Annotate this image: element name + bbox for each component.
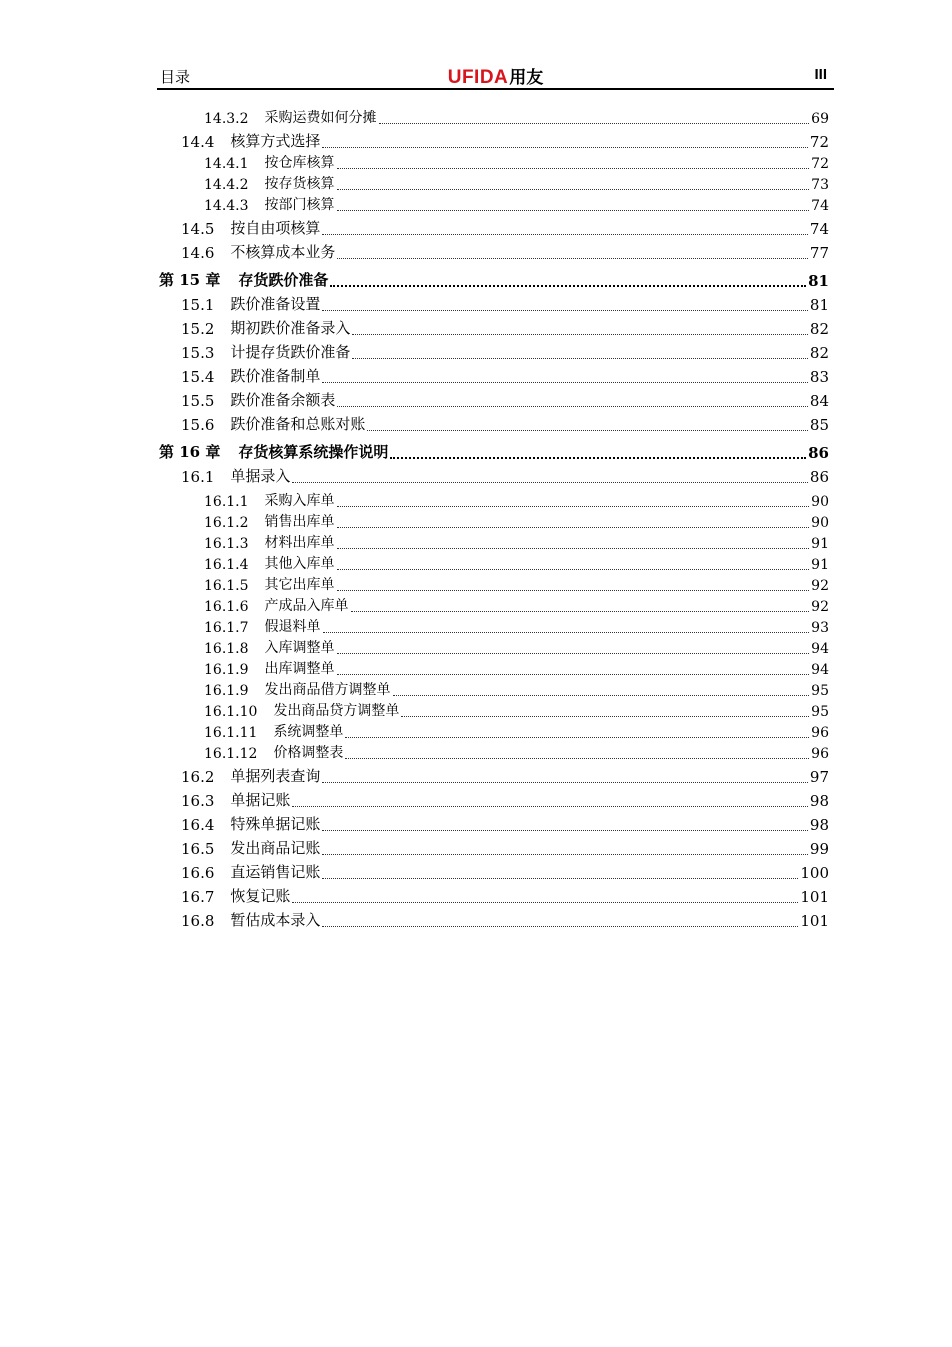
header-divider: [157, 88, 834, 90]
toc-entry-number: 16.8: [181, 912, 215, 930]
toc-entry-page: 91: [811, 557, 829, 573]
toc-entry-number: 16.7: [181, 888, 215, 906]
toc-entry-page: 90: [811, 494, 829, 510]
toc-dot-leader: [322, 233, 807, 235]
toc-entry-page: 74: [811, 198, 829, 214]
toc-entry-page: 91: [811, 536, 829, 552]
toc-entry[interactable]: [157, 131, 829, 151]
toc-entry-page: 101: [800, 912, 829, 930]
toc-entry-title: 发出商品记账: [230, 839, 321, 857]
toc-entry-title: 存货跌价准备: [238, 271, 329, 289]
toc-dot-leader: [337, 209, 810, 211]
toc-entry-number: 16.1.12: [204, 746, 258, 762]
toc-dot-leader: [322, 829, 807, 831]
toc-dot-leader: [337, 526, 810, 528]
toc-entry-number: 第 16 章: [159, 443, 221, 461]
toc-entry-page: 82: [809, 344, 829, 362]
toc-dot-leader: [322, 146, 807, 148]
toc-entry-title: 单据记账: [230, 791, 291, 809]
toc-entry[interactable]: [157, 790, 829, 810]
toc-entry[interactable]: [157, 658, 829, 678]
toc-entry[interactable]: [157, 532, 829, 552]
toc-entry-title: 跌价准备制单: [230, 367, 321, 385]
toc-entry-number: 16.1.9: [204, 683, 249, 699]
toc-entry-number: 16.1.5: [204, 578, 249, 594]
toc-entry-page: 77: [809, 244, 829, 262]
toc-entry[interactable]: [157, 342, 829, 362]
toc-entry-title: 单据录入: [230, 467, 291, 485]
toc-dot-leader: [345, 736, 809, 738]
toc-entry-page: 96: [811, 725, 829, 741]
toc-entry-page: 82: [809, 320, 829, 338]
toc-entry[interactable]: [157, 242, 829, 262]
toc-dot-leader: [401, 715, 809, 717]
toc-entry[interactable]: [157, 595, 829, 615]
toc-entry[interactable]: [157, 814, 829, 834]
toc-entry-number: 14.4: [181, 133, 215, 151]
toc-dot-leader: [322, 309, 807, 311]
toc-entry-page: 85: [809, 416, 829, 434]
toc-entry[interactable]: [157, 766, 829, 786]
toc-dot-leader: [367, 429, 807, 431]
toc-entry-page: 98: [809, 816, 829, 834]
toc-entry[interactable]: [157, 173, 829, 193]
toc-entry-page: 69: [811, 111, 829, 127]
toc-entry[interactable]: [157, 390, 829, 410]
toc-entry-number: 16.2: [181, 768, 215, 786]
toc-dot-leader: [337, 167, 810, 169]
toc-entry-number: 14.6: [181, 244, 215, 262]
toc-entry-page: 74: [809, 220, 829, 238]
toc-entry-number: 16.1.2: [204, 515, 249, 531]
toc-entry-title: 其它出库单: [264, 577, 335, 593]
toc-entry-number: 16.6: [181, 864, 215, 882]
toc-entry-page: 86: [808, 444, 829, 462]
toc-dot-leader: [323, 631, 810, 633]
toc-entry-page: 73: [811, 177, 829, 193]
toc-entry[interactable]: [157, 574, 829, 594]
toc-entry-number: 16.3: [181, 792, 215, 810]
toc-dot-leader: [379, 122, 810, 124]
toc-entry-title: 出库调整单: [264, 661, 335, 677]
toc-entry-title: 跌价准备余额表: [230, 391, 336, 409]
toc-entry[interactable]: [157, 886, 829, 906]
toc-dot-leader: [337, 505, 810, 507]
toc-entry[interactable]: [157, 616, 829, 636]
toc-entry-page: 81: [809, 296, 829, 314]
toc-entry-page: 94: [811, 641, 829, 657]
toc-entry-page: 100: [800, 864, 829, 882]
toc-entry-title: 计提存货跌价准备: [230, 343, 351, 361]
toc-entry-page: 98: [809, 792, 829, 810]
toc-entry-page: 86: [809, 468, 829, 486]
toc-entry-page: 84: [809, 392, 829, 410]
toc-entry-title: 特殊单据记账: [230, 815, 321, 833]
toc-entry-title: 按存货核算: [264, 176, 335, 192]
toc-entry-title: 按自由项核算: [230, 219, 321, 237]
toc-entry-page: 93: [811, 620, 829, 636]
toc-entry[interactable]: [157, 194, 829, 214]
toc-entry-title: 系统调整单: [273, 724, 344, 740]
toc-entry-page: 72: [809, 133, 829, 151]
toc-dot-leader: [337, 188, 810, 190]
toc-entry-number: 16.1.9: [204, 662, 249, 678]
toc-entry-number: 16.1.7: [204, 620, 249, 636]
toc-entry-number: 14.4.3: [204, 198, 249, 214]
toc-entry-page: 95: [811, 683, 829, 699]
toc-dot-leader: [322, 877, 798, 879]
toc-entry-page: 90: [811, 515, 829, 531]
toc-dot-leader: [337, 589, 810, 591]
toc-entry[interactable]: [157, 366, 829, 386]
toc-entry-number: 15.6: [181, 416, 215, 434]
toc-entry[interactable]: [157, 838, 829, 858]
toc-entry-number: 16.1.6: [204, 599, 249, 615]
toc-entry-number: 16.1.10: [204, 704, 258, 720]
toc-entry-title: 不核算成本业务: [230, 243, 336, 261]
toc-entry[interactable]: [157, 318, 829, 338]
toc-entry-title: 入库调整单: [264, 640, 335, 656]
toc-entry-number: 15.1: [181, 296, 215, 314]
toc-dot-leader: [352, 357, 807, 359]
toc-entry-title: 销售出库单: [264, 514, 335, 530]
toc-entry-page: 72: [811, 156, 829, 172]
logo-text-en: UFIDA: [447, 67, 509, 88]
toc-entry-number: 15.5: [181, 392, 215, 410]
toc-entry-number: 16.1: [181, 468, 215, 486]
toc-entry-number: 16.5: [181, 840, 215, 858]
toc-entry-title: 采购运费如何分摊: [264, 110, 377, 126]
toc-entry[interactable]: [157, 721, 829, 741]
toc-entry-page: 97: [809, 768, 829, 786]
toc-entry-number: 14.3.2: [204, 111, 249, 127]
toc-dot-leader: [337, 547, 810, 549]
toc-entry-title: 发出商品借方调整单: [264, 682, 391, 698]
toc-entry-title: 跌价准备设置: [230, 295, 321, 313]
toc-dot-leader: [390, 456, 806, 459]
toc-entry[interactable]: [157, 553, 829, 573]
toc-entry[interactable]: [157, 700, 829, 720]
toc-entry-number: 16.4: [181, 816, 215, 834]
toc-entry-title: 期初跌价准备录入: [230, 319, 351, 337]
toc-entry-page: 92: [811, 578, 829, 594]
toc-entry-number: 第 15 章: [159, 271, 221, 289]
page-header: [157, 62, 834, 90]
toc-entry-title: 直运销售记账: [230, 863, 321, 881]
toc-entry[interactable]: [157, 511, 829, 531]
toc-entry[interactable]: [157, 679, 829, 699]
toc-entry-number: 16.1.4: [204, 557, 249, 573]
toc-entry-page: 99: [809, 840, 829, 858]
toc-entry-number: 14.4.2: [204, 177, 249, 193]
toc-entry[interactable]: [157, 466, 829, 486]
toc-entry[interactable]: [157, 294, 829, 314]
toc-dot-leader: [292, 901, 798, 903]
toc-entry-page: 94: [811, 662, 829, 678]
toc-dot-leader: [337, 257, 807, 259]
toc-entry-number: 16.1.1: [204, 494, 249, 510]
toc-entry-title: 发出商品贷方调整单: [273, 703, 400, 719]
toc-dot-leader: [322, 781, 807, 783]
logo-text-cn: 用友: [509, 68, 544, 88]
toc-entry[interactable]: [157, 862, 829, 882]
toc-dot-leader: [337, 568, 810, 570]
toc-entry-title: 采购入库单: [264, 493, 335, 509]
toc-entry-number: 14.4.1: [204, 156, 249, 172]
toc-dot-leader: [337, 673, 810, 675]
toc-entry-title: 材料出库单: [264, 535, 335, 551]
toc-entry-title: 恢复记账: [230, 887, 291, 905]
toc-entry-number: 15.3: [181, 344, 215, 362]
toc-entry-title: 存货核算系统操作说明: [238, 443, 389, 461]
toc-entry[interactable]: [157, 910, 829, 930]
toc-entry-page: 81: [808, 272, 829, 290]
toc-dot-leader: [322, 853, 807, 855]
header-page-number: III: [814, 66, 827, 83]
toc-entry[interactable]: [157, 107, 829, 127]
toc-entry-page: 101: [800, 888, 829, 906]
toc-entry-title: 其他入库单: [264, 556, 335, 572]
toc-entry-title: 暂估成本录入: [230, 911, 321, 929]
toc-entry[interactable]: [157, 490, 829, 510]
toc-entry-number: 16.1.11: [204, 725, 258, 741]
toc-entry-page: 95: [811, 704, 829, 720]
toc-entry-number: 15.4: [181, 368, 215, 386]
toc-entry-title: 价格调整表: [273, 745, 344, 761]
toc-chapter-entry[interactable]: [157, 270, 829, 290]
ufida-logo: [157, 63, 834, 89]
toc-dot-leader: [345, 757, 809, 759]
toc-entry-title: 产成品入库单: [264, 598, 349, 614]
toc-entry-title: 按仓库核算: [264, 155, 335, 171]
toc-dot-leader: [322, 381, 807, 383]
toc-entry[interactable]: [157, 152, 829, 172]
toc-entry-title: 按部门核算: [264, 197, 335, 213]
toc-dot-leader: [393, 694, 810, 696]
toc-dot-leader: [337, 405, 807, 407]
toc-dot-leader: [292, 805, 807, 807]
toc-entry-number: 14.5: [181, 220, 215, 238]
toc-entry[interactable]: [157, 742, 829, 762]
toc-entry[interactable]: [157, 414, 829, 434]
toc-entry[interactable]: [157, 218, 829, 238]
toc-entry-title: 单据列表查询: [230, 767, 321, 785]
toc-entry-page: 92: [811, 599, 829, 615]
toc-entry-title: 核算方式选择: [230, 132, 321, 150]
toc-dot-leader: [337, 652, 810, 654]
toc-dot-leader: [352, 333, 807, 335]
toc-dot-leader: [330, 284, 806, 287]
toc-entry-page: 96: [811, 746, 829, 762]
toc-entry[interactable]: [157, 637, 829, 657]
toc-dot-leader: [322, 925, 798, 927]
toc-entry-title: 跌价准备和总账对账: [230, 415, 366, 433]
toc-entry-number: 16.1.8: [204, 641, 249, 657]
header-section-title: 目录: [160, 68, 191, 86]
toc-entry-page: 83: [809, 368, 829, 386]
toc-entry-title: 假退料单: [264, 619, 321, 635]
toc-entry-number: 15.2: [181, 320, 215, 338]
toc-chapter-entry[interactable]: [157, 442, 829, 462]
toc-dot-leader: [292, 481, 807, 483]
toc-entry-number: 16.1.3: [204, 536, 249, 552]
toc-dot-leader: [351, 610, 810, 612]
